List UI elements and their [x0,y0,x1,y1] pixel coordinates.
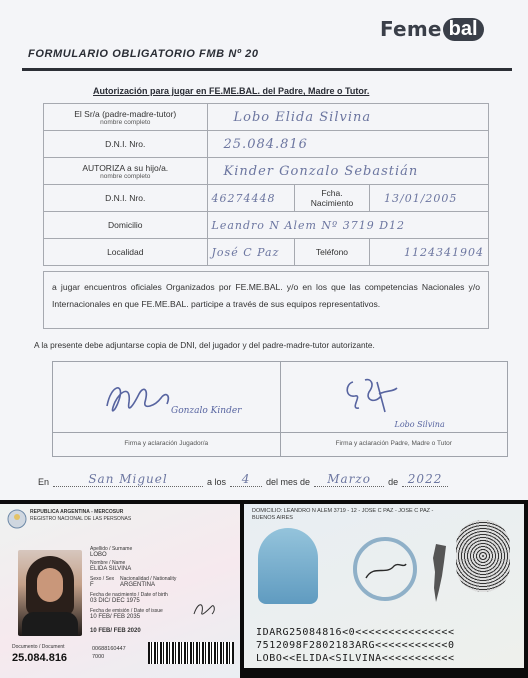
child-label-cell [44,158,208,185]
place-field[interactable] [53,472,203,487]
id-back-mrz [256,626,455,665]
femebal-logo [380,14,484,44]
tutor-signature-line [281,432,508,433]
child-row [44,158,489,185]
child-dni-label: D.N.I. Nro. [44,185,208,212]
tutor-name-value: Lobo Elida Silvina [233,109,372,125]
id-name: ELIDA SILVINA [90,566,132,572]
id-front-signature-icon [192,600,218,620]
id-photo-shirt [22,612,78,636]
form-subtitle: Autorización para jugar en FE.ME.BAL. del Padre, Madre o Tutor. [93,86,370,96]
player-signature-caption: Firma y aclaración Jugador/a [124,440,209,447]
authorization-paragraph: a jugar encuentros oficiales Organizados por FE.ME.BAL. y/o en los que las competencias Nacionales y/o Internacionales en que FE.ME.BAL. participe a través de sus equipos representativos. [43,271,489,329]
id-back-address: DOMICILIO: LEANDRO N ALEM 3719 - 12 - JOSE C PAZ - JOSE C PAZ - BUENOS AIRES [252,508,434,521]
day-field[interactable] [230,472,262,487]
tutor-signature-scribble [341,374,401,420]
tutor-label: El Sr/a (padre-madre-tutor) [74,108,177,119]
id-card-front [0,504,240,678]
player-signature-text: Gonzalo Kinder [171,406,242,416]
tutor-dni-row [44,131,489,158]
birth-cell[interactable] [370,185,489,212]
tutor-signature-caption: Firma y aclaración Padre, Madre o Tutor [335,440,452,447]
id-barcode [148,642,234,664]
tutor-dni-value: 25.084.816 [223,136,308,152]
year-value: 2022 [407,472,443,486]
id-back-seal-icon [350,534,420,604]
tutor-signature-cell[interactable] [281,362,508,456]
address-value: Leandro N Alem Nº 3719 D12 [211,218,406,232]
id-back-hologram [258,528,318,604]
tutor-dni-label: D.N.I. Nro. [44,131,208,158]
id-photo-face [37,568,63,602]
form-table [43,103,489,266]
player-signature-cell[interactable] [53,362,281,456]
child-name-value: Kinder Gonzalo Sebastián [223,163,419,179]
player-signature-line [53,432,280,433]
id-birth: 03 DIC/ DEC 1975 [90,598,140,604]
id-surname: LOBO [90,552,107,558]
del-mes-label: del mes de [266,477,311,487]
en-label: En [38,477,50,487]
month-value: Marzo [327,472,371,486]
locality-label: Localidad [44,239,208,266]
birth-value: 13/01/2005 [384,191,458,205]
id-card-back [244,504,524,668]
id-nationality: ARGENTINA [120,582,156,588]
mrz-line-1: IDARG25084816<0<<<<<<<<<<<<<<< [256,627,455,638]
child-dni-row [44,185,489,212]
id-name-label: Nombre / Name [90,560,126,566]
id-ministry: REGISTRO NACIONAL DE LAS PERSONAS [30,516,132,522]
locality-value: José C Paz [211,245,280,259]
logo-bal: bal [443,18,484,41]
authorizes-label: AUTORIZA a su hijo/a. [82,162,169,173]
player-signature-scribble [101,376,175,420]
id-sex-label: Sexo / Sex [90,576,115,582]
locality-row [44,239,489,266]
tutor-dni-cell[interactable] [207,131,488,158]
id-tramite-2: 7000 [92,654,105,660]
id-doc-number: 25.084.816 [12,652,68,664]
child-dni-cell[interactable] [207,185,294,212]
month-field[interactable] [314,472,384,487]
id-surname-label: Apellido / Surname [90,546,133,552]
year-field[interactable] [402,472,448,487]
argentina-emblem-icon [6,508,28,530]
tutor-sublabel: nombre completo [100,118,151,126]
argentina-map-icon [430,542,450,604]
form-title: FORMULARIO OBLIGATORIO FMB Nº 20 [28,48,259,60]
phone-value: 1124341904 [404,245,484,259]
place-value: San Miguel [88,472,168,486]
day-value: 4 [241,472,251,486]
tutor-row [44,104,489,131]
id-nationality-label: Nacionalidad / Nationality [120,576,177,582]
id-issue: 10 FEB/ FEB 2020 [90,628,141,634]
signature-box [52,361,508,457]
tutor-signature-text: Lobo Silvina [394,420,445,429]
place-date-line [38,472,448,487]
a-los-label: a los [207,477,227,487]
address-row [44,212,489,239]
logo-text: Feme [380,17,442,41]
mrz-line-3: LOBO<<ELIDA<SILVINA<<<<<<<<<<< [256,653,455,664]
birth-label: Fcha. Nacimiento [294,185,369,212]
tutor-label-cell [44,104,208,131]
child-name-cell[interactable] [207,158,488,185]
address-cell[interactable] [207,212,488,239]
id-doc-label: Documento / Document [12,644,65,650]
id-photo [18,550,82,636]
locality-cell[interactable] [207,239,294,266]
tutor-name-cell[interactable] [207,104,488,131]
phone-cell[interactable] [370,239,489,266]
title-rule [22,68,512,71]
address-label: Domicilio [44,212,208,239]
id-issue-label: Fecha de emisión / Date of issue [90,608,163,614]
id-back-fingerprint [456,520,510,592]
de-label: de [388,477,399,487]
authorizes-sublabel: nombre completo [100,172,151,180]
child-dni-value: 46274448 [211,191,276,205]
attachment-note: A la presente debe adjuntarse copia de DNI, del jugador y del padre-madre-tutor autorizante. [34,340,375,350]
id-tramite: 00688160447 [92,646,126,652]
id-expiry: 10 FEB/ FEB 2035 [90,614,141,620]
id-sex: F [90,582,94,588]
id-birth-label: Fecha de nacimiento / Date of birth [90,592,168,598]
phone-label: Teléfono [294,239,369,266]
mrz-line-2: 7512098F2802183ARG<<<<<<<<<<<0 [256,640,455,651]
id-country: REPUBLICA ARGENTINA - MERCOSUR [30,509,124,515]
